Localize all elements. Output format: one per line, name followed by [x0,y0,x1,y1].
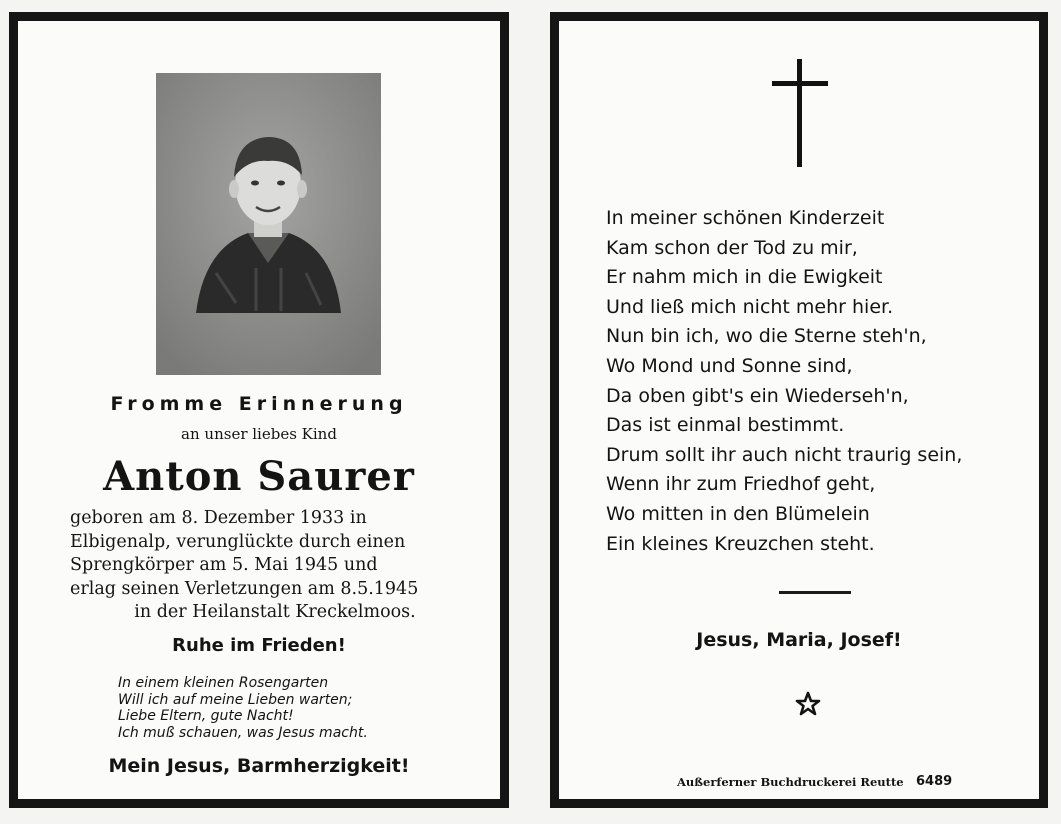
deceased-name: Anton Saurer [103,453,415,500]
poem-line: In meiner schönen Kinderzeit [606,207,885,229]
printer-imprint: Außerferner Buchdruckerei Reutte [677,775,904,789]
poem-line: Drum sollt ihr auch nicht traurig sein, [606,443,963,466]
poem-line: Nun bin ich, wo die Sterne steh'n, [606,325,927,348]
memorial-poem [606,204,1026,559]
portrait-photo [156,73,381,375]
invocation: Jesus, Maria, Josef! [696,629,902,651]
bio-line: erlag seinen Verletzungen am 8.5.1945 [70,578,419,599]
closing-prayer: Mein Jesus, Barmherzigkeit! [108,755,410,777]
poem-line: Das ist einmal bestimmt. [606,414,845,437]
poem-line: Ein kleines Kreuzchen steht. [606,532,875,555]
bio-line: geboren am 8. Dezember 1933 in [70,508,367,528]
verse-line: In einem kleinen Rosengarten [118,675,329,691]
memorial-card-front [9,12,509,808]
bio-line: in der Heilanstalt Kreckelmoos. [134,602,416,622]
biography [70,507,480,625]
bio-line: Elbigenalp, verunglückte durch einen [70,531,406,552]
divider [779,591,851,594]
cross-icon [772,59,828,167]
verse-line: Will ich auf meine Lieben warten; [118,691,353,708]
poem-line: Wenn ihr zum Friedhof geht, [606,473,876,496]
rest-in-peace: Ruhe im Frieden! [172,635,346,656]
poem-line: Da oben gibt's ein Wiederseh'n, [606,384,909,407]
poem-line: Er nahm mich in die Ewigkeit [606,266,883,289]
card-subheading: an unser liebes Kind [181,425,337,443]
card-heading: Fromme Erinnerung [110,393,408,415]
print-number: 6489 [916,774,953,789]
memorial-card-back [550,12,1048,808]
poem-line: Wo mitten in den Blümelein [606,502,870,525]
poem-line: Wo Mond und Sonne sind, [606,354,853,377]
poem-line: Kam schon der Tod zu mir, [606,236,858,259]
bio-line: Sprengkörper am 5. Mai 1945 und [70,555,378,575]
short-verse [118,675,478,741]
star-icon [795,691,821,717]
verse-line: Liebe Eltern, gute Nacht! [118,708,294,724]
poem-line: Und ließ mich nicht mehr hier. [606,295,894,318]
verse-line: Ich muß schauen, was Jesus macht. [118,724,368,741]
